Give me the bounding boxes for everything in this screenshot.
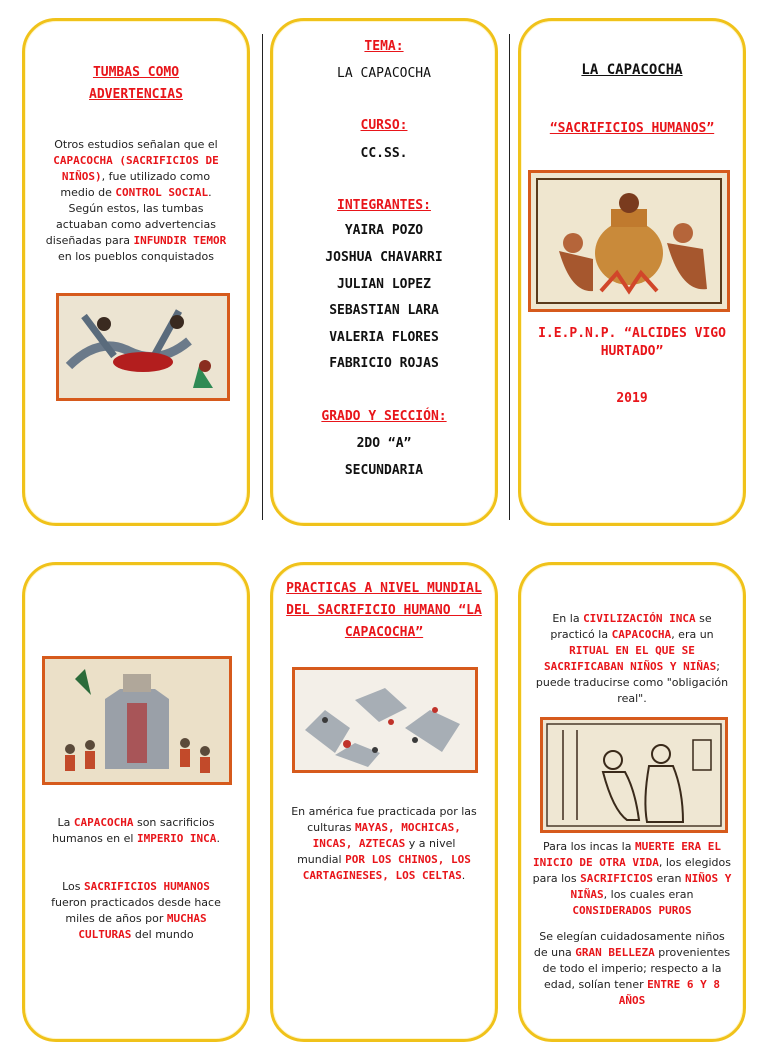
tumbas-illustration: [56, 293, 230, 401]
practicas-t2: MAYAS, MOCHICAS, INCAS, AZTECAS: [312, 821, 461, 850]
inca-c2: GRAN BELLEZA: [575, 946, 655, 959]
tumbas-p3: , fue utilizado como medio de: [60, 170, 211, 199]
inca-b1: Para los incas la: [542, 840, 632, 853]
inca-c4: ENTRE 6 Y 8 AÑOS: [618, 978, 720, 1007]
intro-paragraph-2: [44, 879, 228, 943]
integrantes-label: INTEGRANTES:: [337, 198, 431, 213]
intro-s1c: son sacrificios humanos en el: [52, 816, 215, 845]
intro-paragraph-1: [44, 815, 228, 847]
inca-a6: RITUAL EN EL QUE SE SACRIFICABAN NIÑOS Y NIÑAS: [544, 644, 717, 673]
integrante-3: JULIAN LOPEZ: [337, 277, 431, 292]
tumbas-heading: TUMBAS COMO ADVERTENCIAS: [89, 65, 183, 102]
inca-a7: ; puede traducirse como "obligación real".: [535, 660, 729, 705]
inca-b7: , los cuales eran: [603, 888, 694, 901]
intro-s2d: MUCHAS CULTURAS: [78, 912, 207, 941]
panel-intro: [22, 562, 250, 1042]
intro-s1a: La: [57, 816, 71, 829]
tumbas-p2: CAPACOCHA (SACRIFICIOS DE NIÑOS): [53, 154, 219, 183]
inca-a5: , era un: [671, 628, 714, 641]
inca-paragraph-2: [532, 839, 732, 919]
grado-value: 2DO “A”: [356, 436, 412, 451]
year: 2019: [616, 391, 648, 406]
inca-illustration: [540, 717, 728, 833]
tema-label: TEMA:: [364, 39, 404, 54]
practicas-t5: .: [461, 869, 466, 882]
practicas-t4: POR LOS CHINOS, LOS CARTAGINESES, LOS CELTAS: [302, 853, 471, 882]
inca-b6: NIÑOS Y NIÑAS: [570, 872, 732, 901]
practicas-heading: PRACTICAS A NIVEL MUNDIAL DEL SACRIFICIO HUMANO “LA CAPACOCHA”: [286, 581, 482, 640]
curso-value: CC.SS.: [360, 146, 408, 161]
intro-s2c: fueron practicados desde hace miles de años por: [51, 896, 221, 925]
integrante-4: SEBASTIAN LARA: [329, 303, 439, 318]
nivel-value: SECUNDARIA: [344, 463, 424, 478]
inca-c1: Se elegían cuidadosamente niños de una: [533, 930, 725, 959]
practicas-paragraph: [290, 804, 478, 884]
integrante-6: FABRICIO ROJAS: [329, 356, 439, 371]
fold-line-1: [262, 34, 263, 520]
cover-title: LA CAPACOCHA: [581, 62, 683, 78]
fold-line-2: [509, 34, 510, 520]
intro-s1e: .: [216, 832, 220, 845]
inca-a3: se practicó la: [550, 612, 712, 641]
tema-value: LA CAPACOCHA: [337, 66, 431, 81]
practicas-t3: y a nivel mundial: [297, 837, 456, 866]
inca-a4: CAPACOCHA: [611, 628, 672, 641]
practicas-illustration: [292, 667, 478, 773]
grado-label: GRADO Y SECCIÓN:: [321, 409, 447, 424]
tumbas-p5: . Según estos, las tumbas actuaban como advertencias diseñadas para: [45, 186, 216, 247]
intro-s1d: IMPERIO INCA: [136, 832, 217, 845]
cover-subtitle: “SACRIFICIOS HUMANOS”: [549, 121, 715, 136]
inca-paragraph-1: [532, 611, 732, 707]
inca-paragraph-3: [532, 929, 732, 1009]
cover-illustration: [528, 170, 730, 312]
tumbas-p6: INFUNDIR TEMOR: [133, 234, 227, 247]
inca-c3: provenientes de todo el imperio; respecto a la edad, solían tener: [542, 946, 731, 991]
inca-b8: CONSIDERADOS PUROS: [572, 904, 692, 917]
intro-s1b: CAPACOCHA: [73, 816, 134, 829]
inca-b4: SACRIFICIOS: [580, 872, 653, 885]
inca-a1: En la: [552, 612, 580, 625]
tumbas-paragraph: [44, 137, 228, 265]
integrante-5: VALERIA FLORES: [329, 330, 439, 345]
inca-b3: , los elegidos para los: [532, 856, 731, 885]
intro-s2a: Los: [62, 880, 81, 893]
inca-a2: CIVILIZACIÓN INCA: [583, 612, 696, 625]
school-name: I.E.P.N.P. “ALCIDES VIGO HURTADO”: [538, 326, 726, 359]
intro-s2e: del mundo: [134, 928, 194, 941]
inca-b5: eran: [656, 872, 682, 885]
intro-illustration: [42, 656, 232, 785]
integrante-1: YAIRA POZO: [344, 223, 424, 238]
tumbas-p4: CONTROL SOCIAL: [115, 186, 209, 199]
tumbas-p1: Otros estudios señalan que el: [54, 138, 218, 151]
intro-s2b: SACRIFICIOS HUMANOS: [84, 880, 210, 893]
curso-label: CURSO:: [360, 118, 408, 133]
tumbas-p7: en los pueblos conquistados: [58, 250, 214, 263]
inca-b2: MUERTE ERA EL INICIO DE OTRA VIDA: [533, 840, 722, 869]
practicas-t1: En américa fue practicada por las culturas: [291, 805, 477, 834]
integrante-2: JOSHUA CHAVARRI: [325, 250, 443, 265]
